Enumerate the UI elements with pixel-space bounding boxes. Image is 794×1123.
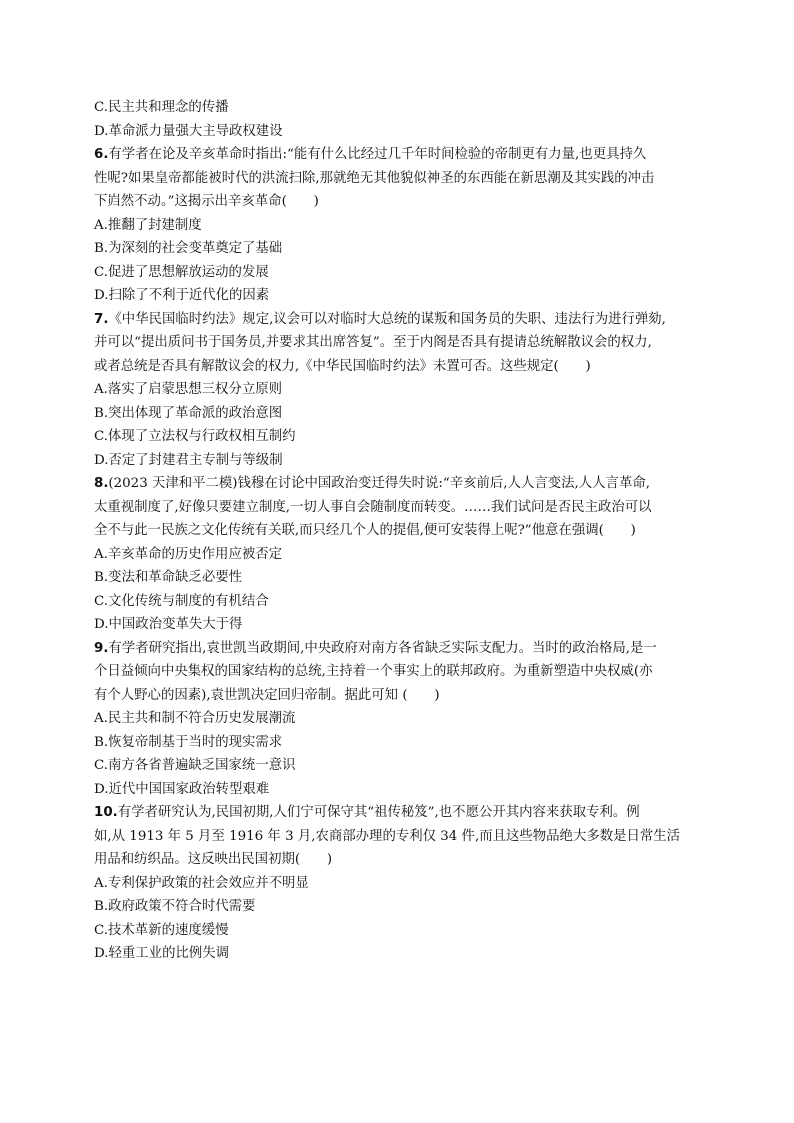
- question-stem-line: 下岿然不动。”这揭示出辛亥革命( ): [94, 194, 319, 209]
- question-stem-line: 7.《中华民国临时约法》规定,议会可以对临时大总统的谋叛和国务员的失职、违法行为进行弹劾,: [94, 311, 666, 327]
- question-9: [94, 637, 718, 802]
- option-c: C.体现了立法权与行政权相互制约: [94, 429, 296, 444]
- previous-question-options: [94, 96, 718, 143]
- question-stem-line: 如,从 1913 年 5 月至 1916 年 3 月,农商部办理的专利仅 34 件,而且这些物品绝大多数是日常生活: [94, 828, 681, 844]
- question-stem-line: 9.有学者研究指出,袁世凯当政期间,中央政府对南方各省缺乏实际支配力。当时的政治格局,是一: [94, 640, 657, 656]
- question-stem-line: 性呢?如果皇帝都能被时代的洪流扫除,那就绝无其他貌似神圣的东西能在新思潮及其实践的冲击: [94, 170, 655, 186]
- option-d: D.中国政治变革失大于得: [94, 617, 243, 632]
- question-7: [94, 308, 718, 473]
- question-stem-line: 8.(2023 天津和平二模)钱穆在讨论中国政治变迁得失时说:“辛亥前后,人人言变法,人人言革命,: [94, 476, 650, 491]
- option-a: A.推翻了封建制度: [94, 217, 202, 233]
- question-stem-line: 有个人野心的因素),袁世凯决定回归帝制。据此可知 ( ): [94, 687, 440, 703]
- option-a: A.民主共和制不符合历史发展潮流: [94, 711, 296, 726]
- page-content: [94, 96, 718, 966]
- question-stem-line: 6.有学者在论及辛亥革命时指出:“能有什么比经过几千年时间检验的帝制更有力量,也更具持久: [94, 147, 647, 162]
- question-6: [94, 143, 718, 308]
- option-b: B.变法和革命缺乏必要性: [94, 570, 243, 585]
- option-c: C.民主共和理念的传播: [94, 100, 229, 115]
- option-c: C.技术革新的速度缓慢: [94, 922, 229, 938]
- option-d: D.轻重工业的比例失调: [94, 946, 230, 961]
- option-d: D.否定了封建君主专制与等级制: [94, 452, 283, 468]
- option-c: C.促进了思想解放运动的发展: [94, 264, 269, 280]
- option-a: A.辛亥革命的历史作用应被否定: [94, 546, 283, 562]
- question-number: 9.: [94, 640, 109, 656]
- option-a: A.专利保护政策的社会效应并不明显: [94, 875, 309, 891]
- option-d: D.近代中国国家政治转型艰难: [94, 781, 270, 797]
- question-stem-line: 个日益倾向中央集权的国家结构的总统,主持着一个事实上的联邦政府。为重新塑造中央权威(亦: [94, 664, 653, 679]
- question-10: [94, 801, 718, 966]
- question-number: 10.: [94, 805, 118, 820]
- option-d: D.扫除了不利于近代化的因素: [94, 288, 270, 303]
- question-number: 7.: [94, 311, 109, 327]
- question-number: 8.: [94, 476, 109, 491]
- question-stem-line: 10.有学者研究认为,民国初期,人们宁可保守其“祖传秘笈”,也不愿公开其内容来获取专利。例: [94, 805, 640, 820]
- question-8: [94, 472, 718, 637]
- option-a: A.落实了启蒙思想三权分立原则: [94, 382, 283, 397]
- option-b: B.突出体现了革命派的政治意图: [94, 405, 283, 421]
- option-c: C.文化传统与制度的有机结合: [94, 593, 269, 609]
- question-stem-line: 用品和纺织品。这反映出民国初期( ): [94, 852, 333, 867]
- question-stem-line: 并可以“提出质问书于国务员,并要求其出席答复”。至于内阁是否具有提请总统解散议会的权力,: [94, 335, 652, 350]
- option-d: D.革命派力量强大主导政权建设: [94, 123, 283, 139]
- option-b: B.恢复帝制基于当时的现实需求: [94, 734, 283, 750]
- question-stem-line: 全不与此一民族之文化传统有关联,而只经几个人的提倡,便可安装得上呢?”他意在强调( ): [94, 523, 636, 538]
- option-b: B.政府政策不符合时代需要: [94, 899, 256, 914]
- question-number: 6.: [94, 147, 109, 162]
- option-c: C.南方各省普遍缺乏国家统一意识: [94, 758, 296, 773]
- question-stem-line: 太重视制度了,好像只要建立制度,一切人事自会随制度而转变。……我们试问是否民主政治可以: [94, 499, 652, 515]
- option-b: B.为深刻的社会变革奠定了基础: [94, 241, 283, 256]
- question-stem-line: 或者总统是否具有解散议会的权力,《中华民国临时约法》未置可否。这些规定( ): [94, 358, 591, 374]
